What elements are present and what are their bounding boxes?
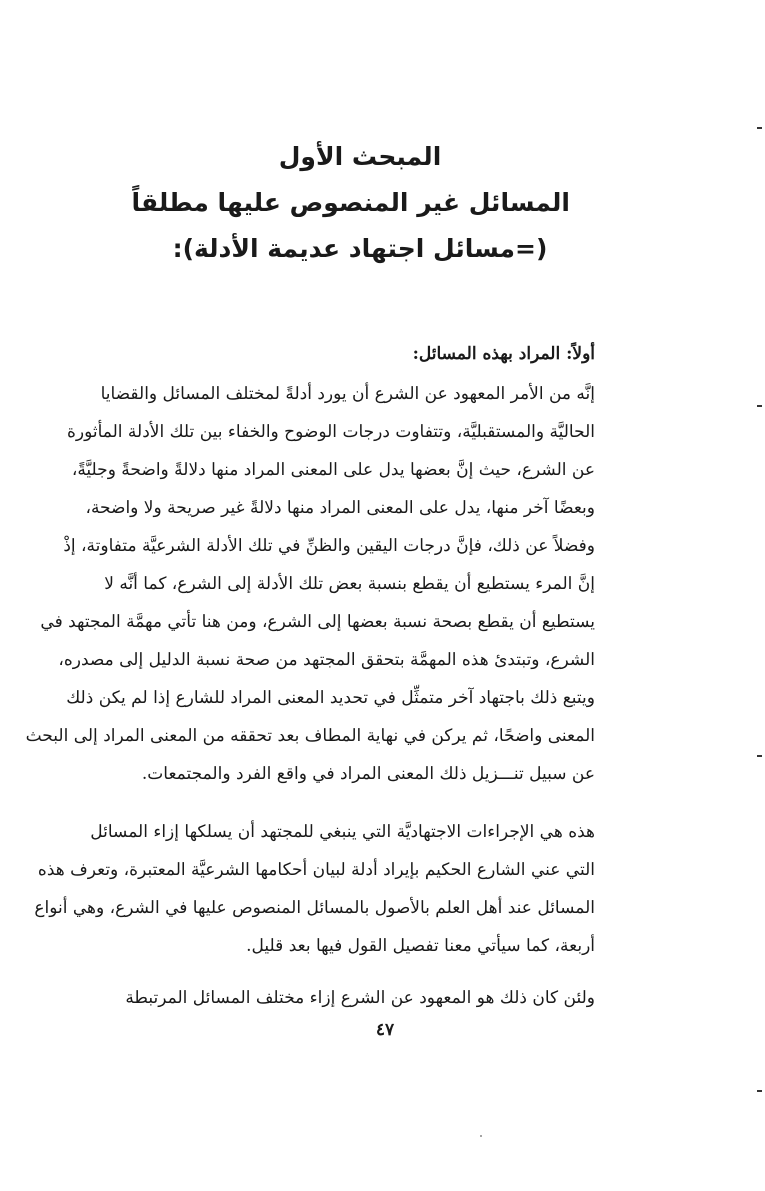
body-text [25,335,595,1025]
paragraph-line: المسائل عند أهل العلم بالأصول بالمسائل المنصوص عليها في الشرع، وهي أنواع [34,898,595,918]
paragraph-line: التي عني الشارع الحكيم بإيراد أدلة لبيان أحكامها الشرعيَّة المعتبرة، وتعرف هذه [37,860,595,880]
edge-mark [757,755,762,757]
paragraph-line: عن الشرع، حيث إنَّ بعضها يدل على المعنى المراد منها دلالةً واضحةً وجليَّةً، [71,460,595,480]
paragraph-line: الحاليَّة والمستقبليَّة، وتتفاوت درجات الوضوح والخفاء بين تلك الأدلة المأثورة [66,422,595,442]
paragraph-line: إنَّه من الأمر المعهود عن الشرع أن يورد أدلةً لمختلف المسائل والقضايا [100,384,595,404]
paragraph-line: هذه هي الإجراءات الاجتهاديَّة التي ينبغي للمجتهد أن يسلكها إزاء المسائل [90,822,595,842]
paragraph-line: عن سبيل تنـــزيل ذلك المعنى المراد في واقع الفرد والمجتمعات. [141,764,595,784]
edge-mark [757,127,762,129]
heading-subtitle-parenthetical: (=مسائل اجتهاد عديمة الأدلة): [172,234,548,263]
heading-subtitle: المسائل غير المنصوص عليها مطلقاً [131,188,570,217]
section-title: أولاً: المراد بهذه المسائل: [412,344,595,364]
paragraph-line: وفضلاً عن ذلك، فإنَّ درجات اليقين والظنِّ في تلك الأدلة الشرعيَّة متفاوتة، إذْ [63,536,595,556]
page-number: ٤٧ [375,1020,395,1040]
paragraph-line: إنَّ المرء يستطيع أن يقطع بنسبة بعض تلك الأدلة إلى الشرع، كما أنَّه لا [104,574,595,594]
scan-speck [480,1135,482,1137]
chapter-heading [131,140,570,270]
edge-mark [757,405,762,407]
paragraph-line: أربعة، كما سيأتي معنا تفصيل القول فيها بعد قليل. [246,936,595,956]
paragraph-line: ولئن كان ذلك هو المعهود عن الشرع إزاء مختلف المسائل المرتبطة [125,988,595,1008]
heading-title: المبحث الأول [278,142,442,171]
edge-mark [757,1090,762,1092]
paragraph-line: الشرع، وتبتدئ هذه المهمَّة بتحقق المجتهد من صحة نسبة الدليل إلى مصدره، [58,650,595,670]
paragraph-line: المعنى واضحًا، ثم يركن في نهاية المطاف بعد تحققه من المعنى المراد إلى البحث [25,726,595,746]
paragraph-line: وبعضًا آخر منها، يدل على المعنى المراد منها دلالةً غير صريحة ولا واضحة، [85,498,595,518]
paragraph-line: يستطيع أن يقطع بصحة نسبة بعضها إلى الشرع، ومن هنا تأتي مهمَّة المجتهد في [40,612,595,632]
paragraph-line: ويتبع ذلك باجتهاد آخر متمثِّل في تحديد المعنى المراد للشارع إذا لم يكن ذلك [66,688,595,708]
